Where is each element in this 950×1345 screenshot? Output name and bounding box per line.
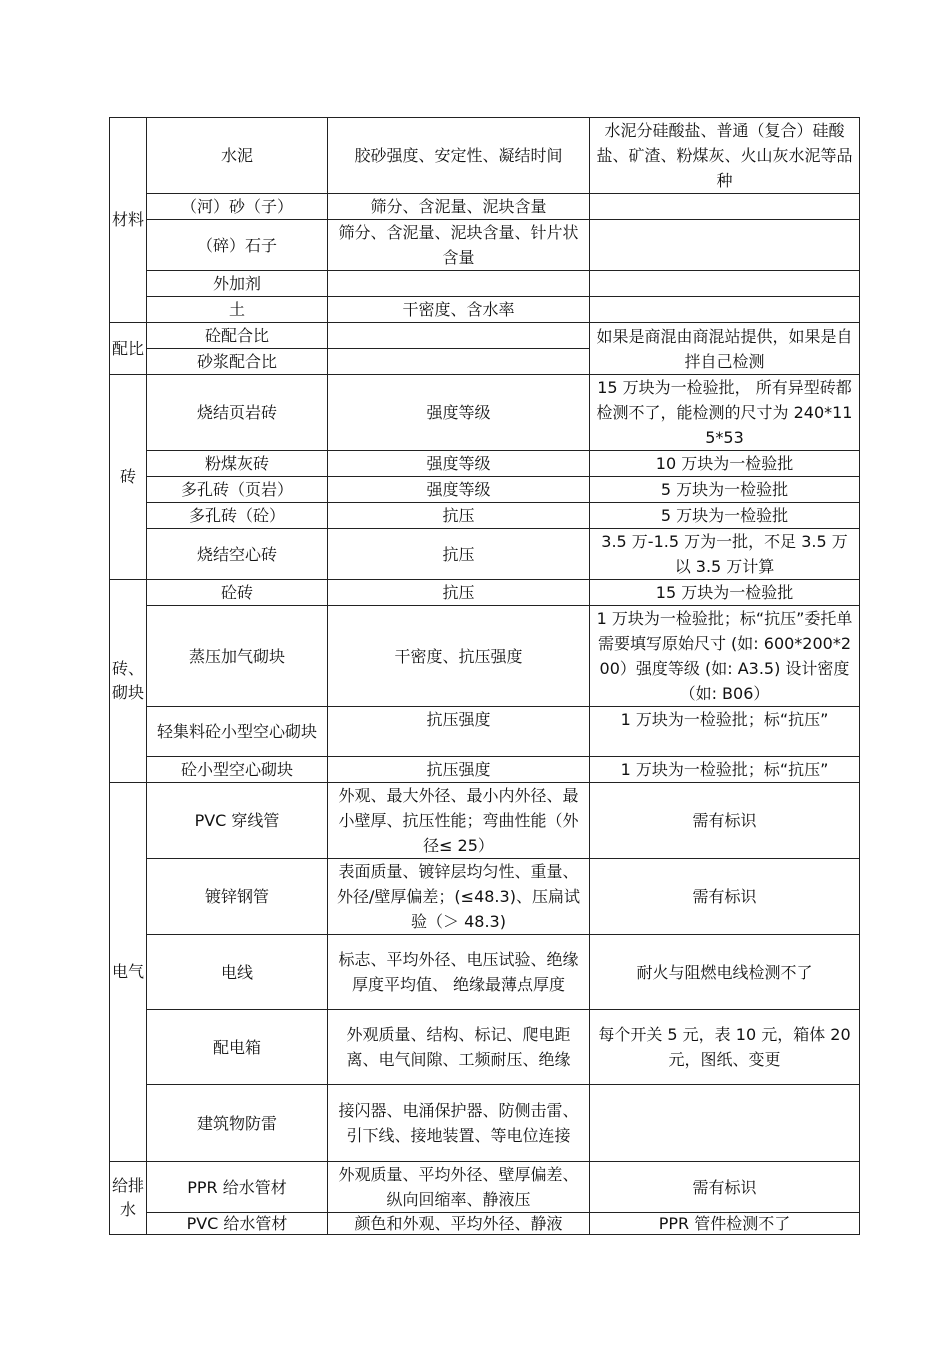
table-row [110,580,860,606]
notes-cell [590,220,860,271]
table-row [110,451,860,477]
test-items-table [109,117,860,1235]
table-row [110,935,860,1010]
notes-cell: 15 万块为一检验批 [590,580,860,606]
tests-cell: 抗压强度 [328,757,590,783]
tests-cell: 干密度、含水率 [328,297,590,323]
table-row [110,477,860,503]
item-cell: 土 [147,297,328,323]
notes-cell: 3.5 万-1.5 万为一批，不足 3.5 万以 3.5 万计算 [590,529,860,580]
tests-cell: 强度等级 [328,375,590,451]
tests-cell: 抗压 [328,529,590,580]
item-cell: PVC 给水管材 [147,1213,328,1235]
notes-cell: 5 万块为一检验批 [590,503,860,529]
table-row [110,707,860,757]
tests-cell: 强度等级 [328,477,590,503]
table-row [110,757,860,783]
item-cell: （碎）石子 [147,220,328,271]
item-cell: 多孔砖（页岩） [147,477,328,503]
item-cell: 多孔砖（砼） [147,503,328,529]
item-cell: 粉煤灰砖 [147,451,328,477]
item-cell: 水泥 [147,118,328,194]
notes-cell [590,194,860,220]
table-row [110,118,860,194]
tests-cell: 筛分、含泥量、泥块含量、针片状含量 [328,220,590,271]
item-cell: 电线 [147,935,328,1010]
table-row [110,1010,860,1085]
table-row [110,1162,860,1213]
category-cell: 给排水 [110,1162,147,1235]
notes-cell [590,297,860,323]
tests-cell: 筛分、含泥量、泥块含量 [328,194,590,220]
tests-cell: 抗压 [328,503,590,529]
table-row [110,783,860,859]
tests-cell: 抗压强度 [328,707,590,757]
tests-cell: 外观、最大外径、最小内外径、最小壁厚、抗压性能；弯曲性能（外径≤ 25） [328,783,590,859]
tests-cell: 标志、平均外径、电压试验、绝缘厚度平均值、 绝缘最薄点厚度 [328,935,590,1010]
tests-cell: 表面质量、镀锌层均匀性、重量、外径/壁厚偏差；(≤48.3)、压扁试验（＞ 48.3) [328,859,590,935]
table-row [110,1085,860,1162]
table-row [110,271,860,297]
tests-cell: 外观质量、结构、标记、爬电距离、电气间隙、工频耐压、绝缘 [328,1010,590,1085]
category-cell: 配比 [110,323,147,375]
tests-cell: 胶砂强度、安定性、凝结时间 [328,118,590,194]
table-row [110,297,860,323]
item-cell: 建筑物防雷 [147,1085,328,1162]
category-cell: 材料 [110,118,147,323]
tests-cell [328,271,590,297]
notes-cell: 1 万块为一检验批；标“抗压” [590,707,860,757]
table-row [110,375,860,451]
tests-cell: 强度等级 [328,451,590,477]
tests-cell: 接闪器、电涌保护器、防侧击雷、引下线、接地装置、等电位连接 [328,1085,590,1162]
notes-cell [590,1085,860,1162]
notes-cell: 需有标识 [590,859,860,935]
notes-cell [590,271,860,297]
table-row [110,529,860,580]
table-row [110,1213,860,1235]
notes-cell: 10 万块为一检验批 [590,451,860,477]
notes-cell: 如果是商混由商混站提供，如果是自拌自己检测 [590,323,860,375]
item-cell: PPR 给水管材 [147,1162,328,1213]
item-cell: 轻集料砼小型空心砌块 [147,707,328,757]
notes-cell: 每个开关 5 元，表 10 元，箱体 20 元，图纸、变更 [590,1010,860,1085]
item-cell: 砼砖 [147,580,328,606]
tests-cell: 抗压 [328,580,590,606]
item-cell: 配电箱 [147,1010,328,1085]
item-cell: 蒸压加气砌块 [147,606,328,707]
item-cell: 砼配合比 [147,323,328,349]
notes-cell: PPR 管件检测不了 [590,1213,860,1235]
table-row [110,859,860,935]
item-cell: 砼小型空心砌块 [147,757,328,783]
notes-cell: 需有标识 [590,783,860,859]
item-cell: 外加剂 [147,271,328,297]
item-cell: PVC 穿线管 [147,783,328,859]
item-cell: 烧结空心砖 [147,529,328,580]
tests-cell: 干密度、抗压强度 [328,606,590,707]
table-row [110,323,860,349]
category-cell: 砖 [110,375,147,580]
tests-cell: 外观质量、平均外径、壁厚偏差、纵向回缩率、静液压 [328,1162,590,1213]
table-row [110,220,860,271]
notes-cell: 1 万块为一检验批；标“抗压” [590,757,860,783]
category-cell: 电气 [110,783,147,1162]
tests-cell: 颜色和外观、平均外径、静液 [328,1213,590,1235]
table-row [110,503,860,529]
notes-cell: 水泥分硅酸盐、普通（复合）硅酸盐、矿渣、粉煤灰、火山灰水泥等品种 [590,118,860,194]
notes-cell: 耐火与阻燃电线检测不了 [590,935,860,1010]
item-cell: 镀锌钢管 [147,859,328,935]
tests-cell [328,349,590,375]
notes-cell: 需有标识 [590,1162,860,1213]
table-row [110,194,860,220]
table-row [110,606,860,707]
notes-cell: 1 万块为一检验批；标“抗压”委托单需要填写原始尺寸 (如: 600*200*200）强度等级 (如: A3.5) 设计密度（如: B06） [590,606,860,707]
tests-cell [328,323,590,349]
notes-cell: 5 万块为一检验批 [590,477,860,503]
item-cell: （河）砂（子） [147,194,328,220]
notes-cell: 15 万块为一检验批， 所有异型砖都检测不了，能检测的尺寸为 240*115*53 [590,375,860,451]
category-cell: 砖、砌块 [110,580,147,783]
item-cell: 砂浆配合比 [147,349,328,375]
item-cell: 烧结页岩砖 [147,375,328,451]
